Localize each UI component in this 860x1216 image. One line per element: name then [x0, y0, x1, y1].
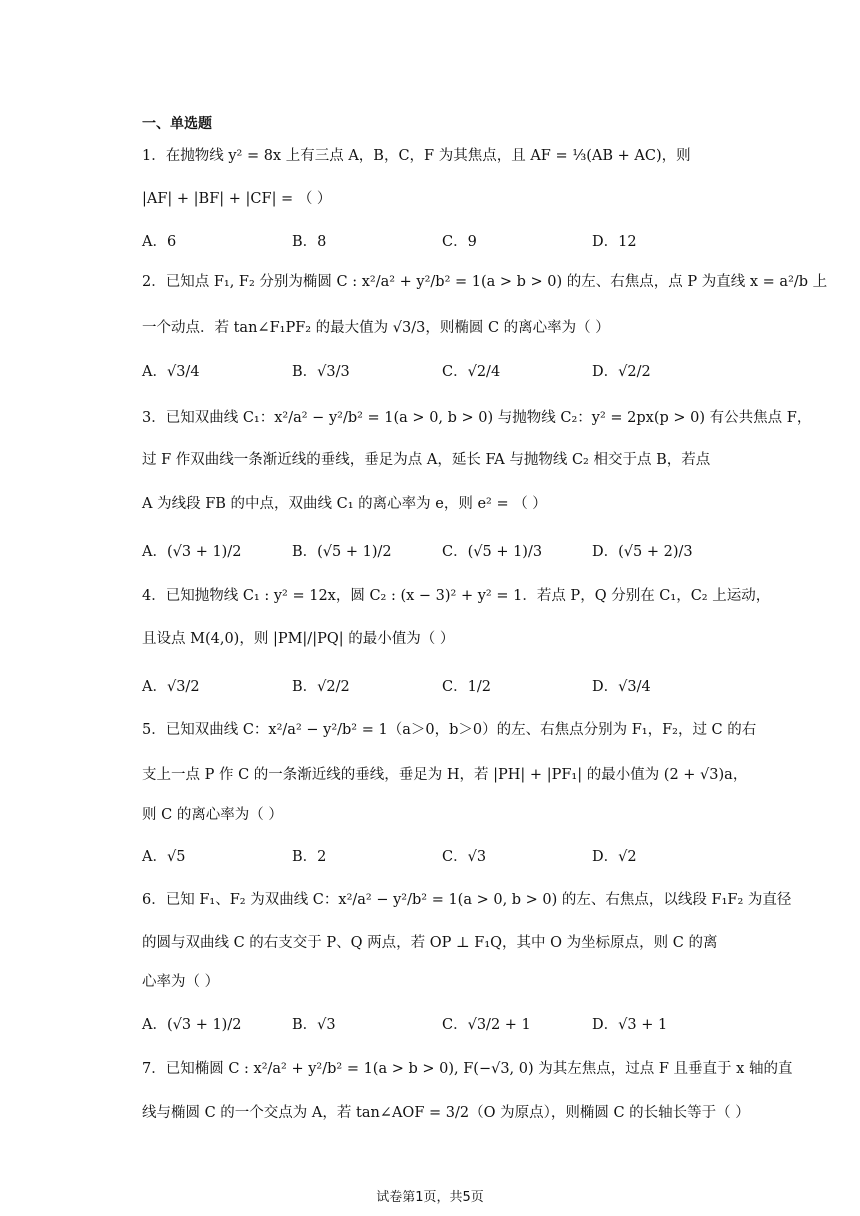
option-b: B．(√5 + 1)/2: [292, 544, 392, 560]
section-title: 一、单选题: [142, 116, 212, 132]
option-b: B．√3: [292, 1017, 336, 1033]
option-a: A．√3/4: [142, 364, 200, 380]
option-b: B．2: [292, 849, 327, 865]
question-4-line-1: 4．已知抛物线 C₁ : y² = 12x，圆 C₂ : (x − 3)² + y² = 1．若点 P，Q 分别在 C₁，C₂ 上运动，: [142, 588, 771, 604]
option-b: B．√3/3: [292, 364, 350, 380]
question-2-options: [142, 360, 702, 380]
question-3-line-3: A 为线段 FB 的中点，双曲线 C₁ 的离心率为 e，则 e² = （ ）: [142, 496, 547, 512]
option-d: D．√3 + 1: [592, 1017, 668, 1033]
question-4-line-2: 且设点 M(4,0)，则 |PM|/|PQ| 的最小值为（ ）: [142, 631, 455, 647]
question-7-line-2: 线与椭圆 C 的一个交点为 A，若 tan∠AOF = 3/2（O 为原点），则椭圆 C 的长轴长等于（ ）: [142, 1105, 750, 1121]
question-6-options: [142, 1013, 702, 1033]
option-d: D．(√5 + 2)/3: [592, 544, 693, 560]
question-1-line-1: 1．在抛物线 y² = 8x 上有三点 A，B，C，F 为其焦点，且 AF = ⅓(AB + AC)，则: [142, 148, 691, 164]
question-6-line-1: 6．已知 F₁、F₂ 为双曲线 C：x²/a² − y²/b² = 1(a > 0, b > 0) 的左、右焦点，以线段 F₁F₂ 为直径: [142, 892, 792, 908]
question-2-line-1: 2．已知点 F₁, F₂ 分别为椭圆 C : x²/a² + y²/b² = 1(a > b > 0) 的左、右焦点，点 P 为直线 x = a²/b 上: [142, 274, 828, 290]
question-3-line-2: 过 F 作双曲线一条渐近线的垂线，垂足为点 A，延长 FA 与抛物线 C₂ 相交于点 B，若点: [142, 452, 711, 468]
question-5-line-3: 则 C 的离心率为（ ）: [142, 807, 283, 823]
option-a: A．(√3 + 1)/2: [142, 544, 242, 560]
option-b: B．8: [292, 234, 327, 250]
option-d: D．√2: [592, 849, 637, 865]
option-c: C．√3: [442, 849, 487, 865]
question-5-line-1: 5．已知双曲线 C：x²/a² − y²/b² = 1（a＞0，b＞0）的左、右焦点分别为 F₁，F₂，过 C 的右: [142, 722, 757, 738]
option-c: C．9: [442, 234, 477, 250]
option-a: A．(√3 + 1)/2: [142, 1017, 242, 1033]
question-3-line-1: 3．已知双曲线 C₁：x²/a² − y²/b² = 1(a > 0, b > 0) 与抛物线 C₂：y² = 2px(p > 0) 有公共焦点 F，: [142, 410, 812, 426]
option-a: A．6: [142, 234, 177, 250]
question-5-line-2: 支上一点 P 作 C 的一条渐近线的垂线，垂足为 H，若 |PH| + |PF₁| 的最小值为 (2 + √3)a，: [142, 767, 748, 783]
option-c: C．(√5 + 1)/3: [442, 544, 543, 560]
question-6-line-3: 心率为（ ）: [142, 974, 220, 990]
question-1-options: [142, 230, 702, 250]
question-4-options: [142, 675, 702, 695]
question-2-line-2: 一个动点．若 tan∠F₁PF₂ 的最大值为 √3/3，则椭圆 C 的离心率为（ ）: [142, 320, 610, 336]
question-5-options: [142, 845, 702, 865]
option-d: D．√3/4: [592, 679, 651, 695]
option-b: B．√2/2: [292, 679, 350, 695]
question-1-line-2: |AF| + |BF| + |CF| = （ ）: [142, 191, 332, 207]
option-d: D．12: [592, 234, 637, 250]
question-6-line-2: 的圆与双曲线 C 的右支交于 P、Q 两点，若 OP ⊥ F₁Q，其中 O 为坐标原点，则 C 的离: [142, 935, 718, 951]
question-7-line-1: 7．已知椭圆 C : x²/a² + y²/b² = 1(a > b > 0), F(−√3, 0) 为其左焦点，过点 F 且垂直于 x 轴的直: [142, 1061, 793, 1077]
option-a: A．√5: [142, 849, 186, 865]
question-3-options: [142, 540, 702, 560]
option-c: C．√3/2 + 1: [442, 1017, 531, 1033]
option-c: C．√2/4: [442, 364, 501, 380]
option-c: C．1/2: [442, 679, 491, 695]
page-footer: 试卷第1页，共5页: [376, 1190, 484, 1205]
option-a: A．√3/2: [142, 679, 200, 695]
option-d: D．√2/2: [592, 364, 651, 380]
